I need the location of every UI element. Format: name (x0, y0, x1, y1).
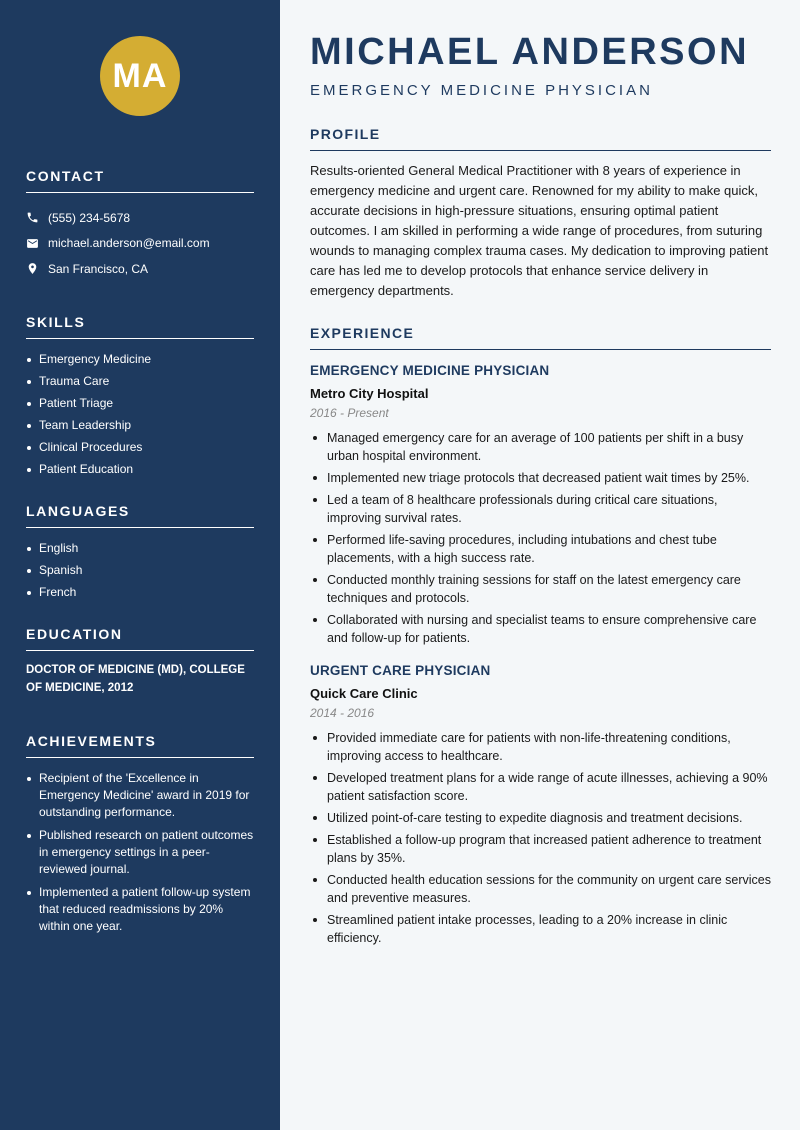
skills-heading: SKILLS (26, 314, 254, 339)
email-text: michael.anderson@email.com (48, 236, 210, 251)
skill-item: Team Leadership (26, 417, 254, 434)
job-bullet: Streamlined patient intake processes, leading to a 20% increase in clinic efficiency. (310, 911, 771, 947)
education-section (26, 626, 254, 697)
sidebar (0, 0, 280, 1130)
contact-list (26, 205, 254, 282)
job-bullet: Performed life-saving procedures, including intubations and chest tube placements, with a high success rate. (310, 531, 771, 567)
job-bullets (310, 429, 771, 647)
job-bullet: Developed treatment plans for a wide range of acute illnesses, achieving a 90% patient satisfaction score. (310, 769, 771, 805)
contact-heading: CONTACT (26, 168, 254, 193)
skill-item: Clinical Procedures (26, 439, 254, 456)
skills-list (26, 351, 254, 478)
achievement-item: Implemented a patient follow-up system that reduced readmissions by 20% within one year. (26, 884, 254, 935)
contact-location (26, 256, 254, 282)
job-title: URGENT CARE PHYSICIAN (310, 663, 491, 678)
education-degree: DOCTOR OF MEDICINE (MD), COLLEGE OF MEDICINE, 2012 (26, 663, 245, 694)
phone-icon (26, 211, 39, 224)
experience-heading: EXPERIENCE (310, 325, 771, 350)
job-bullet: Led a team of 8 healthcare professionals during critical care situations, improving survival rates. (310, 491, 771, 527)
location-text: San Francisco, CA (48, 261, 149, 276)
skills-section (26, 314, 254, 478)
languages-heading: LANGUAGES (26, 503, 254, 528)
languages-list (26, 540, 254, 601)
email-icon (26, 237, 39, 250)
job-bullet: Established a follow-up program that increased patient adherence to treatment plans by 35%. (310, 831, 771, 867)
job-entry (310, 663, 771, 947)
job-organization: Quick Care Clinic (310, 686, 418, 701)
achievements-list (26, 770, 254, 935)
job-bullet: Provided immediate care for patients with non-life-threatening conditions, improving access to healthcare. (310, 729, 771, 765)
achievements-heading: ACHIEVEMENTS (26, 733, 254, 758)
achievement-item: Published research on patient outcomes in emergency settings in a peer-reviewed journal. (26, 827, 254, 878)
skill-item: Trauma Care (26, 373, 254, 390)
contact-phone (26, 205, 254, 231)
contact-section (26, 168, 254, 282)
candidate-name: MICHAEL ANDERSON (310, 31, 750, 73)
skill-item: Emergency Medicine (26, 351, 254, 368)
job-bullet: Conducted monthly training sessions for staff on the latest emergency care techniques and protocols. (310, 571, 771, 607)
language-item: Spanish (26, 562, 254, 579)
education-heading: EDUCATION (26, 626, 254, 651)
profile-section (310, 126, 771, 301)
job-entry (310, 363, 771, 647)
main-content (280, 0, 800, 1130)
monogram-avatar: MA (100, 36, 180, 116)
job-bullet: Conducted health education sessions for the community on urgent care services and preventive measures. (310, 871, 771, 907)
job-title: EMERGENCY MEDICINE PHYSICIAN (310, 363, 550, 378)
phone-text: (555) 234-5678 (48, 210, 131, 225)
achievement-item: Recipient of the 'Excellence in Emergency Medicine' award in 2019 for outstanding performance. (26, 770, 254, 821)
job-dates: 2016 - Present (310, 406, 389, 420)
experience-section (310, 325, 771, 947)
languages-section (26, 503, 254, 601)
job-bullet: Managed emergency care for an average of 100 patients per shift in a busy urban hospital environment. (310, 429, 771, 465)
profile-text: Results-oriented General Medical Practitioner with 8 years of experience in emergency medicine and urgent care. Renowned for my ability to make quick, accurate decisions in high-pressure situations, ensuring optimal patient outcomes. I am skilled in performing a wide range of procedures, from suturing wounds to managing complex trauma cases. My dedication to improving patient care has led me to develop protocols that enhance service delivery in emergency departments. (310, 163, 769, 298)
job-bullet: Collaborated with nursing and specialist teams to ensure comprehensive care and follow-up for patients. (310, 611, 771, 647)
job-bullets (310, 729, 771, 947)
contact-email (26, 231, 254, 257)
language-item: French (26, 584, 254, 601)
skill-item: Patient Education (26, 461, 254, 478)
job-bullet: Utilized point-of-care testing to expedite diagnosis and treatment decisions. (310, 809, 771, 827)
location-pin-icon (26, 262, 39, 275)
job-organization: Metro City Hospital (310, 386, 429, 401)
achievements-section (26, 733, 254, 935)
job-dates: 2014 - 2016 (310, 706, 375, 720)
job-bullet: Implemented new triage protocols that decreased patient wait times by 25%. (310, 469, 771, 487)
skill-item: Patient Triage (26, 395, 254, 412)
candidate-title: EMERGENCY MEDICINE PHYSICIAN (310, 82, 653, 99)
profile-heading: PROFILE (310, 126, 771, 151)
language-item: English (26, 540, 254, 557)
